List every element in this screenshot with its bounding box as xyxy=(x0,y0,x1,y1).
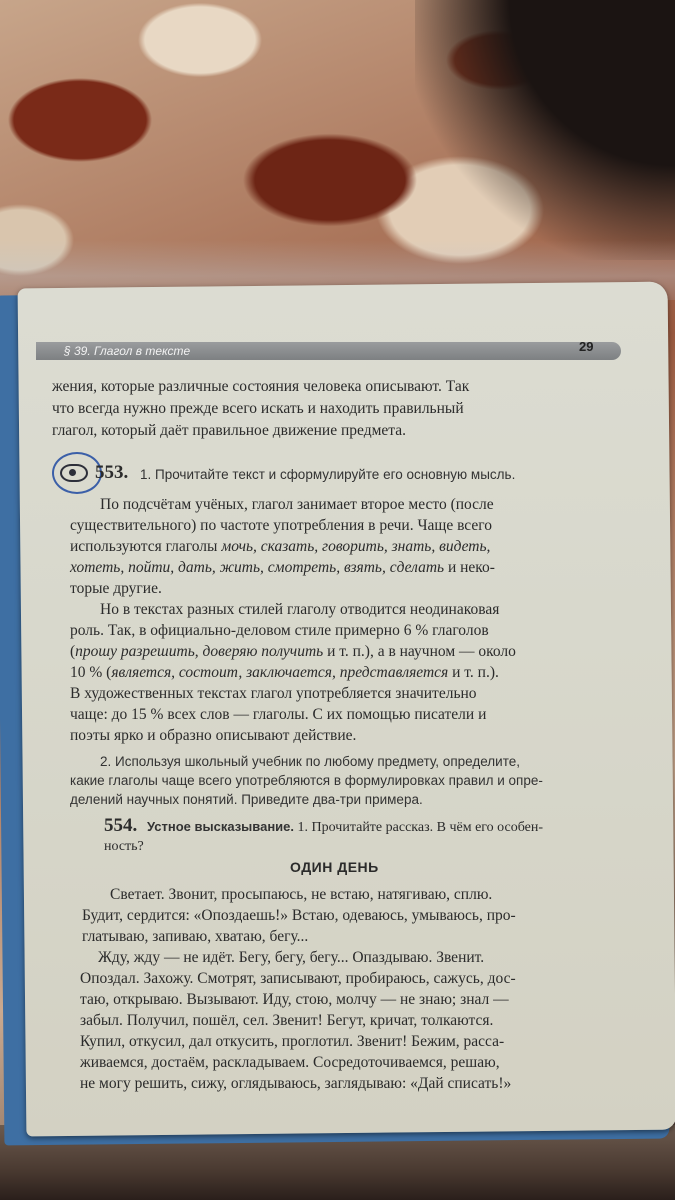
intro-line: глагол, который даёт правильное движение предмета. xyxy=(52,422,406,439)
story-line: забыл. Получил, пошёл, сел. Звенит! Бегут, кричат, толкаются. xyxy=(80,1012,494,1029)
paragraph-line: чаще: до 15 % всех слов — глаголы. С их помощью писатели и xyxy=(70,706,487,723)
paragraph-line: Но в текстах разных стилей глаголу отводится неодинаковая xyxy=(100,601,500,618)
story-line: Светает. Звонит, просыпаюсь, не встаю, натягиваю, сплю. xyxy=(110,886,493,903)
paragraph-line: В художественных текстах глагол употребляется значительно xyxy=(70,685,477,702)
exercise-553-number: 553. xyxy=(95,462,129,483)
paragraph-line: поэты ярко и образно описывают действие. xyxy=(70,727,357,744)
background-shadow xyxy=(415,0,675,260)
exercise-554-task: ность? xyxy=(104,839,144,854)
exercise-554-task: Устное высказывание. 1. Прочитайте рассказ. В чём его особен- xyxy=(147,819,544,835)
story-line: глатываю, запиваю, хватаю, бегу... xyxy=(82,928,309,945)
story-line: Будит, сердится: «Опоздаешь!» Встаю, одеваюсь, умываюсь, про- xyxy=(82,907,516,924)
story-line: Купил, откусил, дал откусить, проглотил. Звенит! Бежим, расса- xyxy=(80,1033,505,1050)
exercise-553-task1: 1. Прочитайте текст и сформулируйте его основную мысль. xyxy=(140,467,516,482)
paragraph-line: используются глаголы мочь, сказать, говорить, знать, видеть, xyxy=(70,538,491,555)
intro-line: что всегда нужно прежде всего искать и находить правильный xyxy=(52,400,464,417)
paragraph-line: хотеть, пойти, дать, жить, смотреть, взять, сделать и неко- xyxy=(70,559,495,576)
section-title: § 39. Глагол в тексте xyxy=(64,344,191,358)
story-line: таю, открываю. Вызывают. Иду, стою, молчу — не знаю; знал — xyxy=(80,991,509,1008)
exercise-554-number: 554. xyxy=(104,815,138,836)
exercise-553-task2: 2. Используя школьный учебник по любому предмету, определите, xyxy=(100,754,520,769)
page-number: 29 xyxy=(579,339,594,354)
exercise-553-task2: какие глаголы чаще всего употребляются в формулировках правил и опре- xyxy=(70,773,543,788)
paragraph-line: (прошу разрешить, доверяю получить и т. п.), а в научном — около xyxy=(70,643,516,660)
story-line: Опоздал. Захожу. Смотрят, записывают, пробираюсь, сажусь, дос- xyxy=(80,970,516,987)
paragraph-line: 10 % (является, состоит, заключается, представляется и т. п.). xyxy=(70,664,499,681)
story-line: живаемся, достаём, раскладываем. Сосредоточиваемся, решаю, xyxy=(80,1054,500,1071)
exercise-553-task2: делений научных понятий. Приведите два-три примера. xyxy=(70,792,423,807)
eye-pupil xyxy=(69,469,76,476)
story-title: ОДИН ДЕНЬ xyxy=(290,859,379,875)
intro-line: жения, которые различные состояния человека описывают. Так xyxy=(52,378,470,395)
story-line: не могу решить, сижу, оглядываюсь, заглядываю: «Дай списать!» xyxy=(80,1075,512,1092)
paragraph-line: По подсчётам учёных, глагол занимает второе место (после xyxy=(100,496,494,513)
paragraph-line: существительного) по частоте употребления в речи. Чаще всего xyxy=(70,517,492,534)
story-line: Жду, жду — не идёт. Бегу, бегу, бегу... Опаздываю. Звенит. xyxy=(98,949,485,966)
paragraph-line: торые другие. xyxy=(70,580,162,597)
paragraph-line: роль. Так, в официально-деловом стиле примерно 6 % глаголов xyxy=(70,622,489,639)
